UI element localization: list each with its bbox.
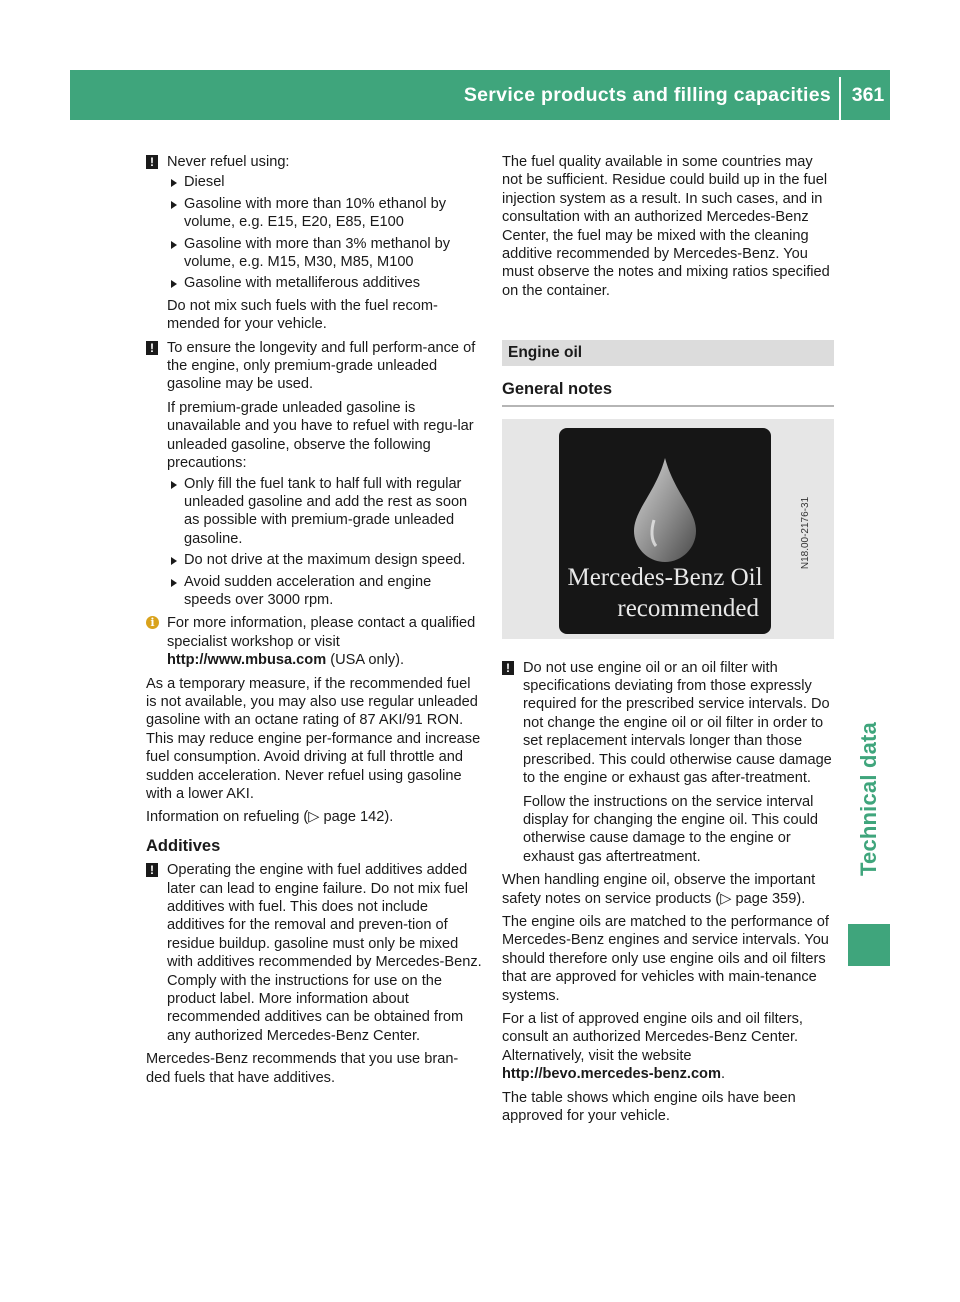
paragraph: As a temporary measure, if the recommended fuel is not available, you may also use regular unleaded gasoline with an octane rating of 87 AKI/91 RON. This may reduce engine per-formance and increase fuel consumption. Avoid driving at full throttle and sudden acceleration. Never refuel using gasoline with a lower AKI. (146, 675, 481, 802)
warning-never-refuel (146, 153, 482, 334)
divider (502, 405, 834, 407)
warning-text: To ensure the longevity and full perform-ance of the engine, only premium-grade unleaded gasoline may be used. (167, 339, 476, 393)
paragraph (502, 1010, 834, 1084)
header-separator (839, 77, 841, 120)
info-note (146, 614, 482, 669)
page-header (70, 70, 890, 120)
paragraph: The table shows which engine oils have been approved for your vehicle. (502, 1089, 796, 1124)
side-tab-label: Technical data (856, 722, 881, 876)
list-item: Do not drive at the maximum design speed. (167, 551, 482, 569)
oil-label-card (559, 428, 771, 634)
warning-additives (146, 861, 482, 1045)
additives-heading: Additives (146, 836, 221, 855)
left-column (146, 153, 482, 1092)
oil-label-line2: recommended (617, 594, 759, 622)
list-item: Only fill the fuel tank to half full with regular unleaded gasoline and add the rest as soon as possible with premium-grade unleaded gasoline. (167, 475, 482, 549)
warning-icon: ! (502, 661, 514, 675)
paragraph-text: For a list of approved engine oils and oil filters, consult an authorized Mercedes-Benz Center. Alternatively, visit the website (502, 1010, 803, 1064)
warning-icon: ! (146, 155, 158, 169)
list-item: Avoid sudden acceleration and engine speeds over 3000 rpm. (167, 573, 482, 610)
refuel-page-reference[interactable]: Information on refueling (▷ page 142). (146, 809, 394, 826)
oil-drop-icon (634, 458, 696, 562)
warning-text: If premium-grade unleaded gasoline is unavailable and you have to refuel with regu-lar unleaded gasoline, observe the following precautions: (167, 399, 474, 472)
side-tab (848, 714, 890, 884)
warning-text: Do not use engine oil or an oil filter with specifications deviating from those expressly required for the prescribed service intervals. Do not change the engine oil or oil filter in order to set replacement intervals longer than those prescribed. This could otherwise cause damage to the engine or exhaust gas after-treatment. (523, 659, 832, 787)
bevo-link[interactable]: http://bevo.mercedes-benz.com (502, 1066, 721, 1083)
info-text: For more information, please contact a qualified specialist workshop or visit (167, 615, 476, 650)
bullet-list (167, 475, 482, 610)
warning-text: Do not mix such fuels with the fuel recom-mended for your vehicle. (167, 297, 438, 333)
paragraph: The engine oils are matched to the performance of Mercedes-Benz engines and service intervals. You should therefore only use engine oils and oil filters that are approved for vehicles with main-tenance systems. (502, 913, 829, 1004)
warning-text: Follow the instructions on the service interval display for changing the engine oil. This could otherwise cause damage to the engine or exhaust gas aftertreatment. (523, 793, 819, 865)
warning-engine-oil (502, 659, 834, 866)
info-icon: i (146, 616, 159, 629)
warning-icon: ! (146, 341, 158, 355)
warning-text: Operating the engine with fuel additives added later can lead to engine failure. Do not mix fuel additives with fuel. This does not include additives for the removal and preven-tion of residue buildup. gasoline must only be mixed with additives recommended by Mercedes-Benz. Comply with the instructions for use on the product label. More information about recommended additives can be obtained from any authorized Mercedes-Benz Center. (167, 862, 482, 1044)
paragraph: The fuel quality available in some countries may not be sufficient. Residue could build up in the fuel injection system as a result. In such cases, and in consultation with an authorized Mercedes-Benz Center, the fuel may be mixed with the cleaning additive recommended by Mercedes-Benz. You must observe the notes and mixing ratios specified on the container. (502, 154, 830, 299)
mbusa-link[interactable]: http://www.mbusa.com (167, 652, 327, 669)
oil-label-line1: Mercedes-Benz Oil (567, 563, 763, 591)
paragraph: Mercedes-Benz recommends that you use bran-ded fuels that have additives. (146, 1051, 459, 1086)
section-title: Engine oil (502, 340, 834, 366)
info-suffix: (USA only). (326, 652, 405, 669)
warning-icon: ! (146, 863, 158, 877)
warning-text: Never refuel using: (167, 154, 290, 170)
header-title: Service products and filling capacities (463, 84, 831, 106)
page-number: 361 (851, 84, 885, 106)
side-marker (848, 924, 890, 966)
bullet-list (167, 173, 482, 292)
link-suffix: . (720, 1066, 726, 1083)
figure-code: N18.00-2176-31 (799, 496, 811, 569)
list-item: Gasoline with more than 10% ethanol by volume, e.g. E15, E20, E85, E100 (167, 195, 482, 232)
safety-page-reference[interactable]: When handling engine oil, observe the important safety notes on service products (▷ page 359). (502, 872, 816, 907)
warning-premium-gasoline (146, 339, 482, 610)
subheading: General notes (502, 380, 613, 399)
right-column (502, 153, 834, 1130)
list-item: Gasoline with metalliferous additives (167, 274, 482, 292)
list-item: Gasoline with more than 3% methanol by volume, e.g. M15, M30, M85, M100 (167, 235, 482, 272)
list-item: Diesel (167, 173, 482, 191)
oil-figure (502, 419, 834, 639)
